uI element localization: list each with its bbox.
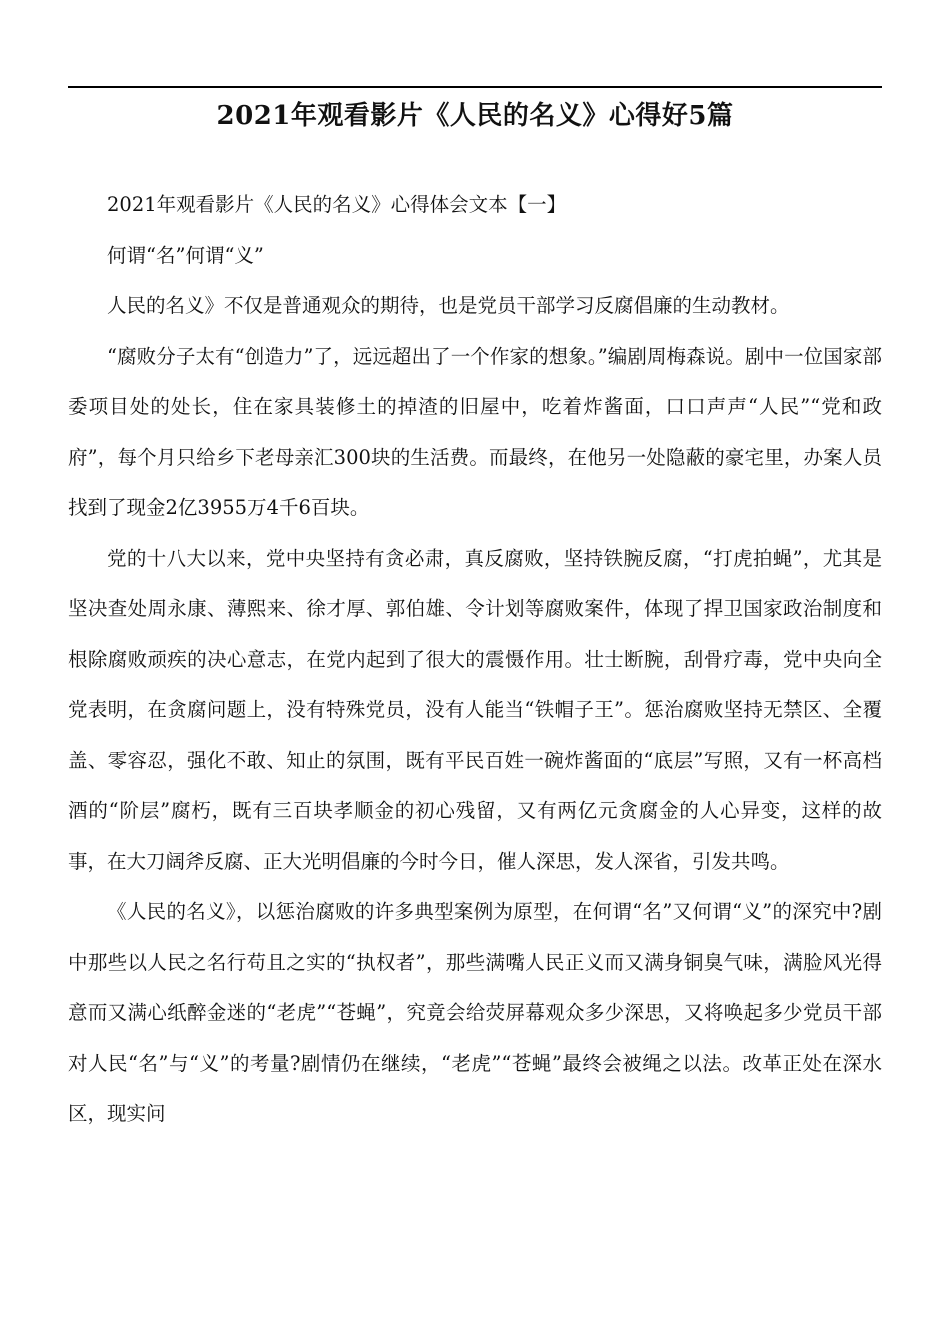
header-rule [68, 86, 882, 88]
body-paragraph: 党的十八大以来，党中央坚持有贪必肃，真反腐败，坚持铁腕反腐，“打虎拍蝇”，尤其是坚决查处周永康、薄熙来、徐才厚、郭伯雄、令计划等腐败案件，体现了捍卫国家政治制度和根除腐败顽疾的决心意志，在党内起到了很大的震慑作用。壮士断腕，刮骨疗毒，党中央向全党表明，在贪腐问题上，没有特殊党员，没有人能当“铁帽子王”。惩治腐败坚持无禁区、全覆盖、零容忍，强化不敢、知止的氛围，既有平民百姓一碗炸酱面的“底层”写照，又有一杯高档酒的“阶层”腐朽，既有三百块孝顺金的初心残留，又有两亿元贪腐金的人心异变，这样的故事，在大刀阔斧反腐、正大光明倡廉的今时今日，催人深思，发人深省，引发共鸣。 [68, 546, 882, 873]
body-paragraph: 《人民的名义》，以惩治腐败的许多典型案例为原型，在何谓“名”又何谓“义”的深究中?剧中那些以人民之名行苟且之实的“执权者”，那些满嘴人民正义而又满身铜臭气味，满脸风光得意而又满心纸醉金迷的“老虎”“苍蝇”，究竟会给荧屏幕观众多少深思，又将唤起多少党员干部对人民“名”与“义”的考量?剧情仍在继续，“老虎”“苍蝇”最终会被绳之以法。改革正处在深水区，现实问 [68, 900, 882, 1125]
section-heading: 2021年观看影片《人民的名义》心得体会文本【一】 [107, 193, 567, 216]
document-title: 2021年观看影片《人民的名义》心得好5篇 [216, 101, 734, 131]
subheading: 何谓“名”何谓“义” [107, 243, 264, 267]
body-paragraph: “腐败分子太有“创造力”了，远远超出了一个作家的想象。”编剧周梅森说。剧中一位国家部委项目处的处长，住在家具装修土的掉渣的旧屋中，吃着炸酱面，口口声声“人民”“党和政府”，每个月只给乡下老母亲汇300块的生活费。而最终，在他另一处隐蔽的豪宅里，办案人员找到了现金2亿3955万4千6百块。 [68, 344, 882, 519]
body-paragraph: 人民的名义》不仅是普通观众的期待，也是党员干部学习反腐倡廉的生动教材。 [107, 294, 790, 317]
document-body [68, 180, 882, 1140]
